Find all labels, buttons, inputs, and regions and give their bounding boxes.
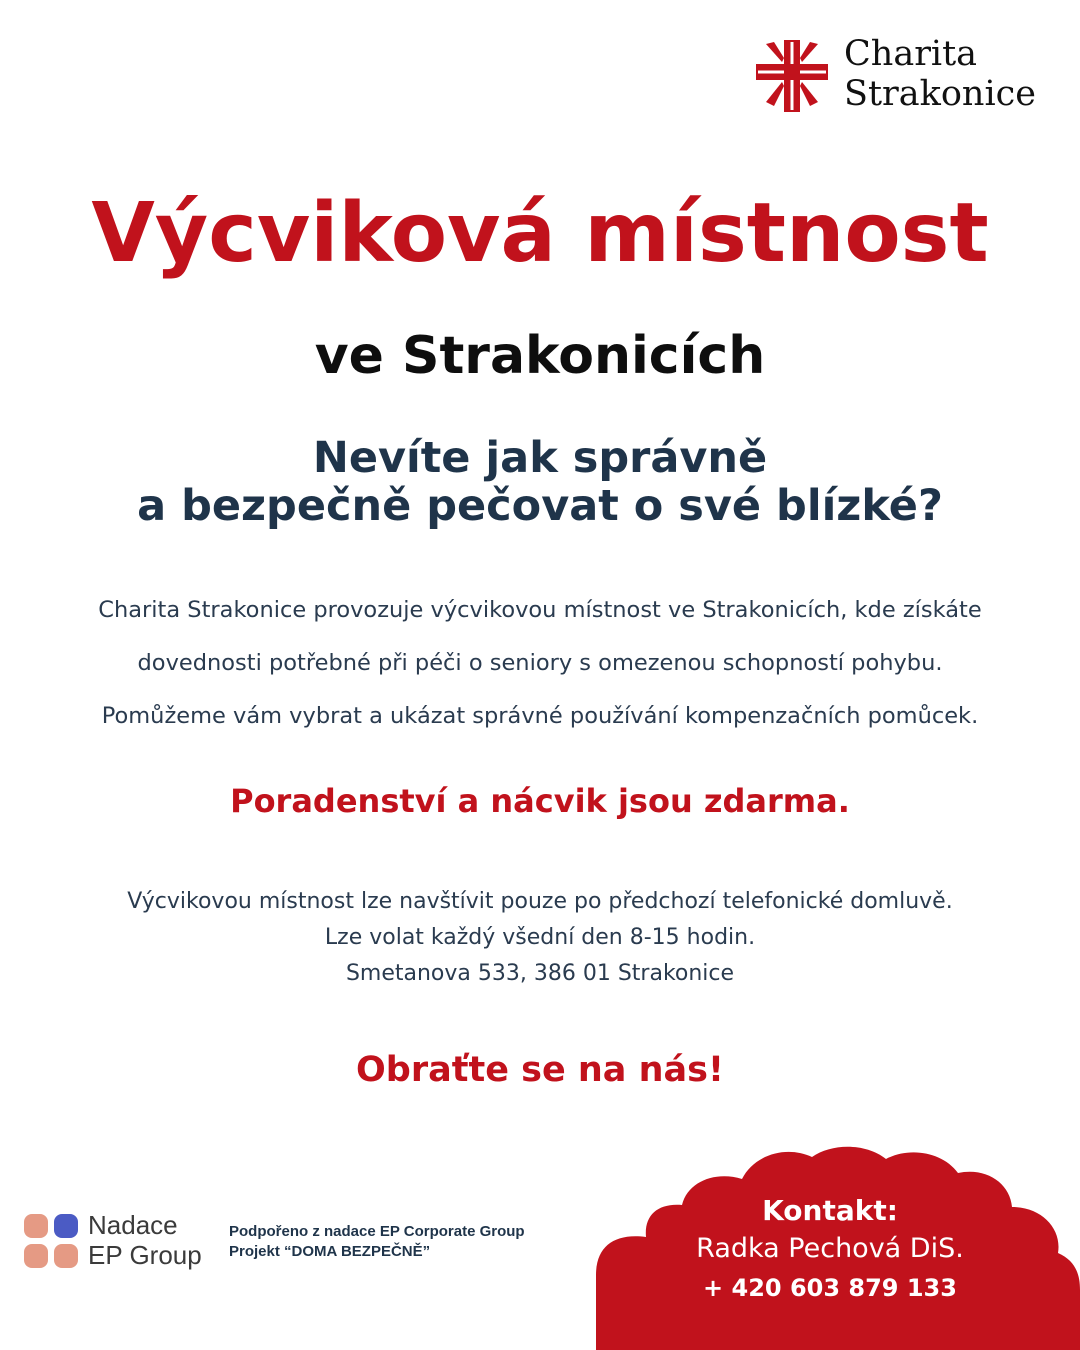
logo-dot xyxy=(24,1244,48,1268)
support-note xyxy=(229,1222,525,1262)
contact-box xyxy=(646,1192,1014,1308)
page-subtitle: ve Strakonicích xyxy=(314,326,766,386)
page-title: Výcviková místnost xyxy=(91,186,989,281)
nadace-line-2: EP Group xyxy=(88,1240,202,1270)
visit-info-line: Lze volat každý všední den 8-15 hodin. xyxy=(324,925,756,950)
support-line-2: Projekt “DOMA BEZPEČNĚ” xyxy=(229,1243,431,1260)
address-line: Smetanova 533, 386 01 Strakonice xyxy=(345,961,735,986)
contact-name: Radka Pechová DiS. xyxy=(696,1233,964,1264)
charita-logo xyxy=(752,34,1052,124)
question-line-2: a bezpečně pečovat o své blízké? xyxy=(137,481,943,531)
logo-dot xyxy=(24,1214,48,1238)
nadace-ep-group-logo xyxy=(24,1210,224,1274)
contact-heading: Kontakt: xyxy=(762,1194,898,1227)
support-line-1: Podpořeno z nadace EP Corporate Group xyxy=(229,1223,525,1240)
logo-line-1: Charita xyxy=(844,34,978,74)
question-heading xyxy=(0,434,1080,530)
description-paragraph xyxy=(0,584,1080,743)
free-notice: Poradenství a nácvik jsou zdarma. xyxy=(230,782,850,820)
contact-phone[interactable]: + 420 603 879 133 xyxy=(703,1274,957,1302)
logo-dot xyxy=(54,1214,78,1238)
description-line: dovednosti potřebné při péči o seniory s omezenou schopností pohybu. xyxy=(137,650,943,676)
logo-dot xyxy=(54,1244,78,1268)
visit-info-line: Výcvikovou místnost lze navštívit pouze po předchozí telefonické domluvě. xyxy=(127,889,953,914)
logo-line-2: Strakonice xyxy=(844,74,1036,114)
call-to-action: Obraťte se na nás! xyxy=(356,1050,724,1090)
nadace-line-1: Nadace xyxy=(88,1210,178,1240)
visit-info xyxy=(0,884,1080,992)
caritas-cross-icon xyxy=(752,36,832,116)
description-line: Pomůžeme vám vybrat a ukázat správné používání kompenzačních pomůcek. xyxy=(101,703,979,729)
question-line-1: Nevíte jak správně xyxy=(312,433,768,483)
description-line: Charita Strakonice provozuje výcvikovou místnost ve Strakonicích, kde získáte xyxy=(98,597,982,623)
